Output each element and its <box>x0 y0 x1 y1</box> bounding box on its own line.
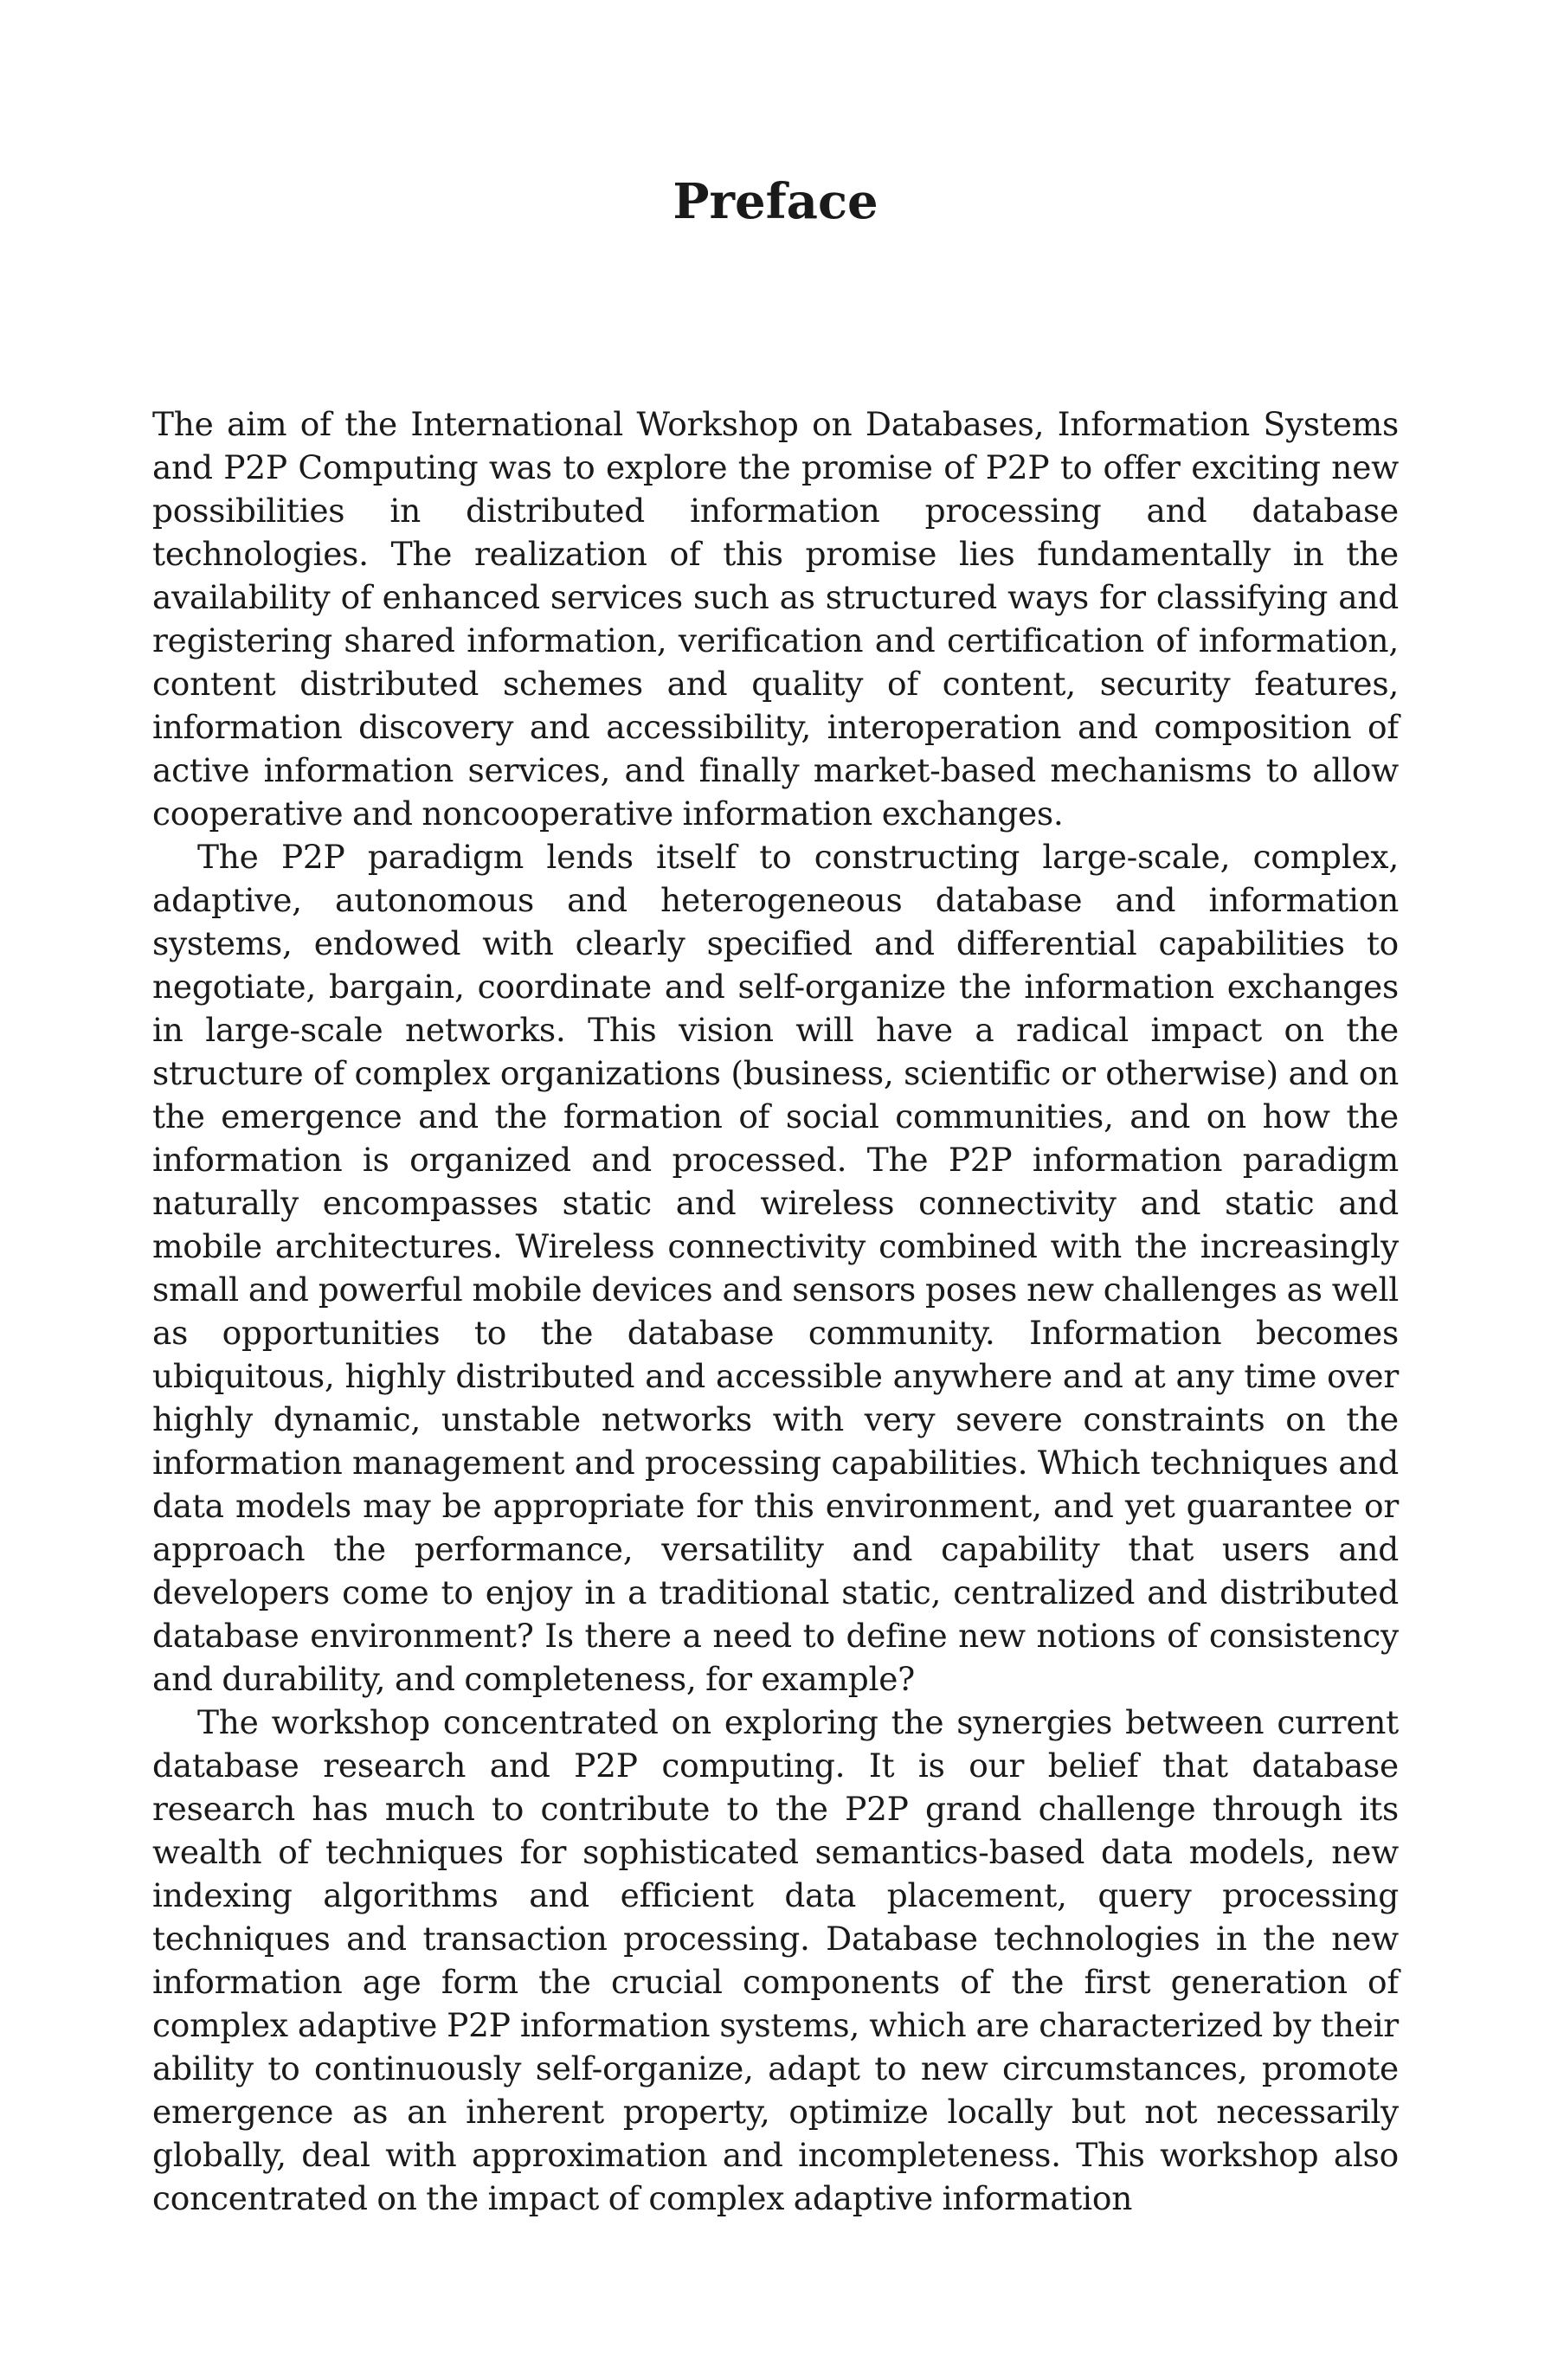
page-title: Preface <box>673 173 878 230</box>
paragraph-3: The workshop concentrated on exploring the synergies between current database research and P2P computing. It is our belief that database research has much to contribute to the P2P grand challenge through its wealth of techniques for sophisticated semantics-based data models, new indexing algorithms and efficient data placement, query processing techniques and transaction processing. Database technologies in the new information age form the crucial components of the first generation of complex adaptive P2P information systems, which are characterized by their ability to continuously self-organize, adapt to new circumstances, promote emergence as an inherent property, optimize locally but not necessarily globally, deal with approximation and incompleteness. This workshop also concentrated on the impact of complex adaptive information <box>152 1703 1399 2217</box>
paragraph-1: The aim of the International Workshop on Databases, Information Systems and P2P Computing was to explore the promise of P2P to offer exciting new possibilities in distributed information processing and database technologies. The realization of this promise lies fundamentally in the availability of enhanced services such as structured ways for classifying and registering shared information, verification and certification of information, content distributed schemes and quality of content, security features, information discovery and accessibility, interoperation and composition of active information services, and finally market-based mechanisms to allow cooperative and noncooperative information exchanges. <box>152 405 1399 833</box>
preface-body <box>152 402 1399 2220</box>
paragraph-2: The P2P paradigm lends itself to constructing large-scale, complex, adaptive, autonomous and heterogeneous database and information systems, endowed with clearly specified and differential capabilities to negotiate, bargain, coordinate and self-organize the information exchanges in large-scale networks. This vision will have a radical impact on the structure of complex organizations (business, scientific or otherwise) and on the emergence and the formation of social communities, and on how the information is organized and processed. The P2P information paradigm naturally encompasses static and wireless connectivity and static and mobile architectures. Wireless connectivity combined with the increasingly small and powerful mobile devices and sensors poses new challenges as well as opportunities to the database community. Information becomes ubiquitous, highly distributed and accessible anywhere and at any time over highly dynamic, unstable networks with very severe constraints on the information management and processing capabilities. Which techniques and data models may be appropriate for this environment, and yet guarantee or approach the performance, versatility and capability that users and developers come to enjoy in a traditional static, centralized and distributed database environment? Is there a need to define new notions of consistency and durability, and completeness, for example? <box>152 838 1399 1698</box>
